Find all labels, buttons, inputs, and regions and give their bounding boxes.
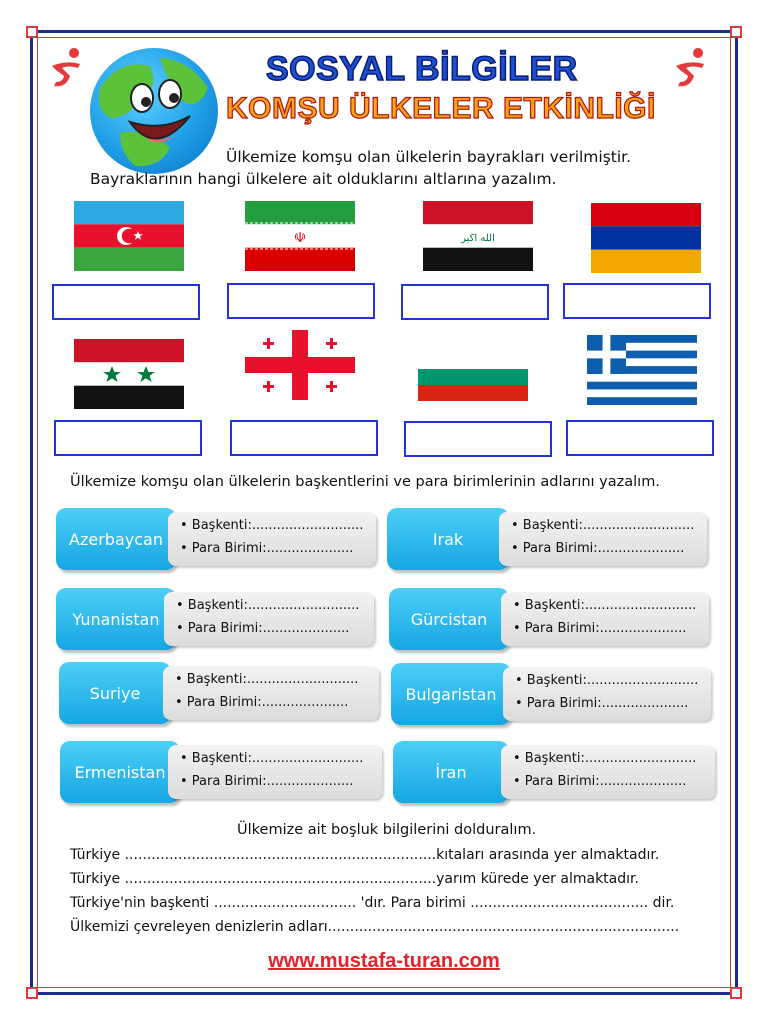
answer-box-flag-7[interactable] — [404, 421, 552, 457]
corner-ornament — [730, 987, 742, 999]
globe-mascot-image — [90, 48, 218, 174]
fill-line-4[interactable]: Ülkemizi çevreleyen denizlerin adları............................................................................... — [70, 919, 680, 935]
iraq-flag-text: الله اكبر — [461, 233, 495, 244]
georgia-flag — [245, 330, 355, 400]
page-subtitle: KOMŞU ÜLKELER ETKİNLİĞİ — [226, 92, 656, 125]
capitals-instruction: Ülkemize komşu olan ülkelerin başkentlerini ve para birimlerinin adlarını yazalım. — [70, 474, 660, 490]
currency-field[interactable]: • Para Birimi:..................... — [513, 621, 687, 636]
country-info — [501, 745, 715, 799]
currency-field[interactable]: • Para Birimi:..................... — [175, 695, 349, 710]
greece-flag — [587, 335, 697, 405]
answer-box-flag-5[interactable] — [54, 420, 202, 456]
country-info — [501, 592, 709, 646]
corner-ornament — [26, 26, 38, 38]
armenia-flag — [591, 203, 701, 273]
iraq-flag — [423, 201, 533, 271]
fill-line-1[interactable]: Türkiye ......................................................................kıtaları arasında yer almaktadır. — [70, 847, 660, 863]
country-label: Ermenistan — [60, 741, 180, 803]
country-label: Gürcistan — [389, 588, 509, 650]
answer-box-flag-4[interactable] — [563, 283, 711, 319]
answer-box-flag-6[interactable] — [230, 420, 378, 456]
currency-field[interactable]: • Para Birimi:..................... — [180, 774, 354, 789]
azerbaijan-flag — [74, 201, 184, 271]
capital-field[interactable]: • Başkenti:........................... — [175, 672, 359, 687]
country-label: Suriye — [59, 662, 171, 724]
country-info — [163, 666, 379, 720]
turkey-info-instruction: Ülkemize ait boşluk bilgilerini dolduralım. — [237, 822, 537, 838]
bulgaria-flag — [418, 353, 528, 401]
country-info — [168, 512, 376, 566]
website-link[interactable]: www.mustafa-turan.com — [268, 950, 500, 972]
country-label: İran — [393, 741, 509, 803]
fill-line-3[interactable]: Türkiye'nin başkenti ................................ 'dır. Para birimi ........................................ dir. — [70, 895, 675, 911]
currency-field[interactable]: • Para Birimi:..................... — [180, 541, 354, 556]
intro-line-1: Ülkemize komşu olan ülkelerin bayrakları verilmiştir. — [226, 148, 632, 166]
capital-field[interactable]: • Başkenti:........................... — [513, 598, 697, 613]
country-info — [168, 745, 382, 799]
capital-field[interactable]: • Başkenti:........................... — [515, 673, 699, 688]
intro-line-2: Bayraklarının hangi ülkelere ait olduklarını altlarına yazalım. — [90, 170, 557, 188]
currency-field[interactable]: • Para Birimi:..................... — [515, 696, 689, 711]
answer-box-flag-1[interactable] — [52, 284, 200, 320]
capital-field[interactable]: • Başkenti:........................... — [176, 598, 360, 613]
corner-ornament — [26, 987, 38, 999]
country-info — [164, 592, 374, 646]
country-label: Bulgaristan — [391, 663, 511, 725]
capital-field[interactable]: • Başkenti:........................... — [180, 751, 364, 766]
capital-field[interactable]: • Başkenti:........................... — [180, 518, 364, 533]
answer-box-flag-8[interactable] — [566, 420, 714, 456]
answer-box-flag-2[interactable] — [227, 283, 375, 319]
fill-line-2[interactable]: Türkiye ......................................................................yarım kürede yer almaktadır. — [70, 871, 639, 887]
currency-field[interactable]: • Para Birimi:..................... — [513, 774, 687, 789]
brand-logo-right — [672, 46, 712, 90]
brand-logo-left — [48, 46, 88, 90]
country-label: Irak — [387, 508, 509, 570]
capital-field[interactable]: • Başkenti:........................... — [511, 518, 695, 533]
country-label: Azerbaycan — [56, 508, 176, 570]
answer-box-flag-3[interactable] — [401, 284, 549, 320]
page-title: SOSYAL BİLGİLER — [266, 50, 578, 88]
currency-field[interactable]: • Para Birimi:..................... — [176, 621, 350, 636]
syria-flag — [74, 339, 184, 409]
currency-field[interactable]: • Para Birimi:..................... — [511, 541, 685, 556]
corner-ornament — [730, 26, 742, 38]
iran-flag — [245, 201, 355, 271]
capital-field[interactable]: • Başkenti:........................... — [513, 751, 697, 766]
country-info — [503, 667, 711, 721]
svg-text:☫: ☫ — [293, 230, 307, 246]
country-info — [499, 512, 707, 566]
country-label: Yunanistan — [56, 588, 176, 650]
